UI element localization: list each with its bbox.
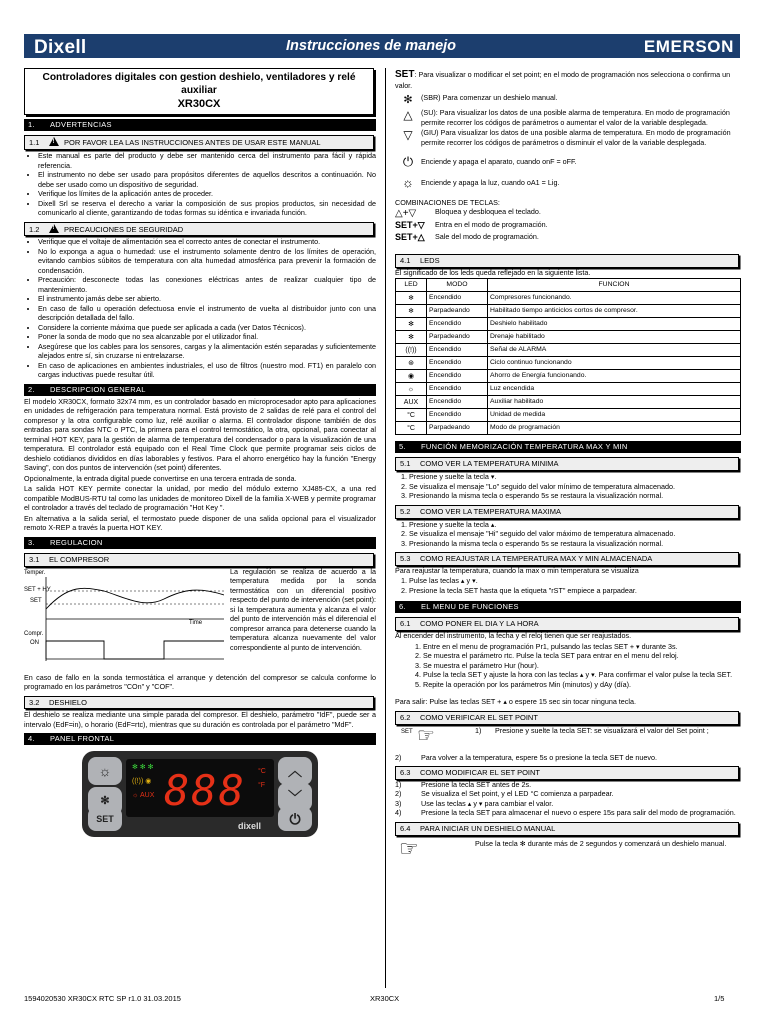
- table-header-row: [396, 279, 741, 292]
- list-item: • Este manual es parte del producto y debe ser mantenido cerca del instrumento para fácil y rápida referencia.: [38, 151, 376, 170]
- table-row: [396, 357, 741, 370]
- led-function: Ciclo continuo funcionando: [488, 357, 741, 370]
- led-icons-top: ✻ ✻ ✻: [132, 764, 154, 772]
- table-row: [396, 331, 741, 344]
- col-header: MODO: [427, 279, 488, 292]
- led-icon: ❄: [396, 292, 427, 305]
- doc-title-line1: Controladores digitales con gestion deshielo, ventiladores y relé: [42, 72, 356, 83]
- list-item: • Asegúrese que los cables para los sensores, cargas y la alimentación estén separadas y suficientemente alejados entre sí, sin cruzarse ni entrelazarse.: [38, 342, 376, 361]
- modify-step: 2) Se visualiza el Set point, y el LED °C comienza a parpadear.: [395, 789, 614, 799]
- led-function: Modo de programación: [488, 422, 741, 435]
- table-row: [396, 396, 741, 409]
- light-button: ☼: [88, 757, 122, 785]
- led-function: Compresores funcionando.: [488, 292, 741, 305]
- unit-c: °C: [258, 768, 266, 776]
- list-item: 3. Presionando la misma tecla o esperando 5s se restaura la visualización normal.: [409, 539, 741, 549]
- list-item: 1. Presione y suelte la tecla ▴.: [409, 520, 741, 530]
- col-header: LED: [396, 279, 427, 292]
- key-up-desc: △ (SU): Para visualizar los datos de una posible alarma de temperatura. En modo de programación permite recorrer los códigos de parámetros o aumentar el valor de la variable desplegada.: [395, 108, 741, 127]
- modify-step: 4) Presione la tecla SET para almacenar el nuevo o espere 15s para salir del modo de programación.: [395, 808, 736, 818]
- section-3-1-heading: 3.1 EL COMPRESOR: [24, 553, 374, 567]
- led-icon: ◉: [396, 370, 427, 383]
- led-icon: ❄: [396, 305, 427, 318]
- led-function: Luz encendida: [488, 383, 741, 396]
- led-icon: ✻: [396, 318, 427, 331]
- clock-steps: [395, 642, 741, 690]
- unit-f: °F: [258, 782, 266, 790]
- section-3-2-heading: 3.2 DESHIELO: [24, 696, 374, 710]
- step-num: 1): [475, 725, 482, 735]
- led-icons-mid: ((!)) ◉: [132, 778, 152, 786]
- section-1-heading: 1. ADVERTENCIAS: [24, 119, 376, 131]
- section-4-heading: 4. PANEL FRONTAL: [24, 733, 376, 745]
- list-item: 3. Presionando la misma tecla o esperando 5s se restaura la visualización normal.: [409, 491, 741, 501]
- list-item: 1. Presione y suelte la tecla ▾.: [409, 472, 741, 482]
- leds-table: [395, 278, 741, 435]
- graph-set-label: SET: [30, 597, 42, 604]
- paragraph: El modelo XR30CX, formato 32x74 mm, es un controlador basado en microprocesador apto para aplicaciones en unidades de refrigeración para temperatura normal. Está provisto de 2 salidas de relé para el control del compresor y la otra configurable como luz, relé auxiliar o alarma. El controlador dispone también de dos entradas para sondas NTC o PTC, la primera para el control termostático, la otra, opcional, para conectar al terminal HOT KEY, para la gestión de alarma de temperatura del condensador o para la visualización de una temperatura. El controlador está equipado con el Real Time Clock que permite programar seis ciclos de deshielo cotidianos divididos en días laborables y festivos. Para el ahorro energético hay la función "Energy Saving", con dos puntos de intervención (set point) diferentes.: [24, 396, 376, 473]
- led-mode: Encendido: [427, 370, 488, 383]
- led-mode: Encendido: [427, 409, 488, 422]
- paragraph: En caso de fallo en la sonda termostática el arranque y detención del compresor se calcula conforme lo programado en los parámetros "COn" y "COF".: [24, 672, 376, 692]
- max-temp-steps: [395, 520, 741, 549]
- led-icon: ((!)): [396, 344, 427, 357]
- emerson-logo: EMERSON: [643, 37, 734, 56]
- list-item: 5. Repite la operación por los parámetros Min (minutos) y dAy (día).: [423, 680, 741, 690]
- table-row: [396, 318, 741, 331]
- table-row: [396, 292, 741, 305]
- power-icon: ⏻: [402, 154, 414, 170]
- set-up-combo-icon: SET+△: [395, 232, 425, 243]
- led-mode: Encendido: [427, 396, 488, 409]
- paragraph: El deshielo se realiza mediante una simple parada del compresor. El deshielo, parámetro "IdF", puede ser a intervalo (EdF=in), o horario (EdF=rtc), mientras que su duración es controlada por el parámetro "MdF".: [24, 710, 376, 729]
- key-light-desc: ☼ Enciende y apaga la luz, cuando oA1 = Lig.: [395, 174, 741, 191]
- led-icon: °C: [396, 409, 427, 422]
- combo-row: SET+▽ Entra en el modo de programación.: [395, 220, 548, 231]
- table-row: [396, 344, 741, 357]
- combo-row: △+▽ Bloquea y desbloquea el teclado.: [395, 207, 541, 220]
- down-arrow-icon: ▽: [403, 128, 413, 143]
- footer-doc-code: 1594020530 XR30CX RTC SP r1.0 31.03.2015: [24, 994, 181, 1003]
- set-down-combo-icon: SET+▽: [395, 220, 425, 231]
- section-3-heading: 3. REGULACION: [24, 537, 376, 549]
- list-item: • Dixell Srl se reserva el derecho a variar la composición de sus propios productos, sin necesidad de comunicarlo al cliente, garantizando de todas formas su idéntica e invariada función.: [38, 199, 376, 218]
- graph-temp-label: Temper.: [24, 569, 46, 576]
- list-item: • Verifique que el voltaje de alimentación sea el correcto antes de conectar el instrumento.: [38, 237, 376, 247]
- modify-step: 3) Use las teclas ▴ y ▾ para cambiar el valor.: [395, 798, 554, 808]
- graph-on-label: ON: [30, 639, 39, 646]
- reset-steps: [395, 576, 741, 595]
- compressor-graph: [24, 569, 224, 669]
- paragraph: En alternativa a la salida serial, el termostato puede disponer de una salida opcional para el visualizador remoto X-REP a través la puerta HOT KEY.: [24, 513, 376, 533]
- section-6-3-heading: 6.3 COMO MODIFICAR EL SET POINT: [395, 766, 739, 780]
- led-mode: Encendido: [427, 344, 488, 357]
- led-icon: ✻: [396, 331, 427, 344]
- compressor-text: La regulación se realiza de acuerdo a la temperatura medida por la sonda termostática con un diferencial positivo respecto del punto de intervención (set point): si la temperatura aumenta y alcanza el valor del punto de intervención más el diferencial el compresor arranca para detenerse cuando la temperatura alcanza nuevamente del valor correspondiente al punto de intervención.: [230, 566, 376, 652]
- led-function: Auxiliar habilitado: [488, 396, 741, 409]
- list-item: • El instrumento jamás debe ser abierto.: [38, 294, 376, 304]
- list-item: 2. Se visualiza el mensaje "Lo" seguido del valor mínimo de temperatura almacenado.: [409, 482, 741, 492]
- right-column: [395, 68, 741, 862]
- led-function: Drenaje habilitado: [488, 331, 741, 344]
- down-button: ﹀: [278, 783, 312, 811]
- led-mode: Parpadeando: [427, 331, 488, 344]
- pointing-hand-icon: ☞: [417, 724, 435, 747]
- compressor-figure: [24, 567, 376, 667]
- led-mode: Encendido: [427, 383, 488, 396]
- col-header: FUNCION: [488, 279, 741, 292]
- safety-list: [24, 237, 376, 380]
- led-mode: Encendido: [427, 292, 488, 305]
- led-function: Deshielo habilitado: [488, 318, 741, 331]
- front-panel-image: [82, 751, 318, 837]
- key-power-desc: ⏻ Enciende y apaga el aparato, cuando onF = oFF.: [395, 153, 741, 170]
- section-6-4-heading: 6.4 PARA INICIAR UN DESHIELO MANUAL: [395, 822, 739, 836]
- doc-type-title: Instrucciones de manejo: [286, 38, 457, 54]
- table-row: [396, 305, 741, 318]
- section-6-1-heading: 6.1 COMO PONER EL DIA Y LA HORA: [395, 617, 739, 631]
- power-button: ⏻: [278, 807, 312, 831]
- manual-defrost-row: [395, 836, 741, 862]
- warning-icon: [49, 224, 59, 233]
- list-item: 1. Entre en el menu de programación Pr1, pulsando las teclas SET + ▾ durante 3s.: [423, 642, 741, 652]
- document-title-box: [24, 68, 374, 115]
- section-2-heading: 2. DESCRIPCION GENERAL: [24, 384, 376, 396]
- led-icon: ⊛: [396, 357, 427, 370]
- up-arrow-icon: △: [403, 108, 413, 123]
- led-mode: Parpadeando: [427, 305, 488, 318]
- warning-icon: [49, 137, 59, 146]
- step-text: Presione y suelte la tecla SET: se visualizará el valor del Set point ;: [495, 725, 709, 735]
- modify-step: 1) Presione la tecla SET antes de 2s.: [395, 779, 532, 789]
- led-function: Habilitado tiempo anticiclos cortos de compresor.: [488, 305, 741, 318]
- list-item: 2. Se visualiza el mensaje "Hi" seguido del valor máximo de temperatura almacenado.: [409, 529, 741, 539]
- footer-model: XR30CX: [370, 994, 400, 1003]
- graph-time-label: Time: [189, 619, 203, 626]
- list-item: • Precaución: desconecte todas las conexiones eléctricas antes de realizar cualquier tipo de mantenimiento.: [38, 275, 376, 294]
- table-row: [396, 409, 741, 422]
- light-icon: ☼: [402, 175, 414, 191]
- key-down-desc: ▽ (GIU) Para visualizar los datos de una posible alarma de temperatura. En modo de programación permite recorrer los códigos de parámetros o disminuir el valor de la variable desplegada.: [395, 128, 741, 147]
- doc-title-line2: auxiliar: [181, 84, 217, 96]
- section-5-3-heading: 5.3 COMO REAJUSTAR LA TEMPERATURA MAX Y MIN ALMACENADA: [395, 552, 739, 566]
- led-function: Ahorro de Energía funcionando.: [488, 370, 741, 383]
- led-mode: Parpadeando: [427, 422, 488, 435]
- list-item: 2. Se muestra el parámetro rtc. Pulse la tecla SET para entrar en el menu del reloj.: [423, 651, 741, 661]
- paragraph: Opcionalmente, la entrada digital puede convertirse en una tercera entrada de sonda.: [24, 473, 297, 483]
- left-column: [24, 68, 376, 837]
- table-row: [396, 370, 741, 383]
- reset-intro: Para reajustar la temperatura, cuando la max o min temperatura se visualiza: [395, 565, 639, 575]
- led-icon: AUX: [396, 396, 427, 409]
- list-item: • El instrumento no debe ser usado para propósitos diferentes de aquellos descritos a continuación. No debe ser usado como un dispositivo de seguridad.: [38, 170, 376, 189]
- doc-model: XR30CX: [177, 97, 221, 110]
- column-divider: [385, 68, 386, 988]
- led-icon: ☼: [396, 383, 427, 396]
- list-item: • En caso de aplicaciones en ambientes industriales, el uso de filtros (nuestro mod. FT1) en paralelo con cargas inductivas puede resultar útil.: [38, 361, 376, 380]
- section-5-heading: 5. FUNCIÓN MEMORIZACIÓN TEMPERATURA MAX Y MIN: [395, 441, 741, 453]
- list-item: 4. Pulse la tecla SET y ajuste la hora con las teclas ▴ y ▾. Para confirmar el valor pulse la tecla SET.: [423, 670, 741, 680]
- key-set-desc: SET: Para visualizar o modificar el set point; en el modo de programación nos selecciona o confirma un valor.: [395, 69, 731, 91]
- led-function: Unidad de medida: [488, 409, 741, 422]
- graph-compr-label: Compr.: [24, 630, 44, 637]
- pointing-hand-icon: ☞: [399, 835, 419, 861]
- combo-row: SET+△ Sale del modo de programación.: [395, 232, 539, 243]
- led-icons-bottom: ☼ AUX: [132, 792, 155, 800]
- up-down-combo-icon: △+▽: [395, 208, 417, 220]
- list-item: • Considere la corriente máxima que puede ser aplicada a cada (ver Datos Técnicos).: [38, 323, 376, 333]
- manual-defrost-text: Pulse la tecla ✻ durante más de 2 segundos y comenzará un deshielo manual.: [475, 838, 727, 848]
- panel-brand: dixell: [238, 821, 262, 832]
- table-row: [396, 422, 741, 435]
- combos-title: COMBINACIONES DE TECLAS:: [395, 197, 500, 207]
- paragraph: La salida HOT KEY permite conectar la unidad, por medio del módulo externo XJ485-CX, a una red compatible ModBUS-RTU tal como las unidades de monitoreo Dixell de la familia X-WEB y permite programar el controlador a través del teclado de programación "Hot Key ".: [24, 484, 376, 513]
- setpoint-check-row: [395, 725, 741, 753]
- table-row: [396, 383, 741, 396]
- key-defrost-desc: ✻ (SBR) Para comenzar un deshielo manual.: [395, 93, 741, 108]
- led-mode: Encendido: [427, 357, 488, 370]
- led-function: Señal de ALARMA: [488, 344, 741, 357]
- clock-exit: Para salir: Pulse las teclas SET + ▴ o espere 15 sec sin tocar ninguna tecla.: [395, 697, 636, 707]
- leds-intro: El significado de los leds queda reflejado en la siguiente lista.: [395, 267, 591, 277]
- defrost-icon: ✻: [403, 93, 413, 106]
- section-6-2-heading: 6.2 COMO VERIFICAR EL SET POINT: [395, 711, 739, 725]
- warnings-list: [24, 151, 376, 218]
- list-item: 2. Presione la tecla SET hasta que la etiqueta "rST" empiece a parpadear.: [409, 586, 741, 596]
- up-button: ︿: [278, 757, 312, 785]
- set-key-icon: SET: [395, 69, 415, 80]
- display-screen: [126, 759, 274, 817]
- setpoint-step-2: 2) Para volver a la temperatura, espere 5s o presione la tecla SET de nuevo.: [395, 752, 657, 762]
- footer-page-number: 1/5: [714, 994, 725, 1003]
- top-banner: [24, 34, 740, 58]
- section-6-heading: 6. EL MENU DE FUNCIONES: [395, 601, 741, 613]
- clock-intro: Al encender del instrumento, la fecha y el reloj tienen que ser reajustados.: [395, 631, 632, 641]
- section-1-2-heading: 1.2! PRECAUCIONES DE SEGURIDAD: [24, 222, 374, 237]
- min-temp-steps: [395, 472, 741, 501]
- hand-set-label: SET: [401, 728, 413, 735]
- led-mode: Encendido: [427, 318, 488, 331]
- list-item: • En caso de fallo u operación defectuosa envíe el instrumento de vuelta al distribuidor junto con una descripción detallada del fallo.: [38, 304, 376, 323]
- defrost-button: ✻: [88, 787, 122, 815]
- led-icon: °C: [396, 422, 427, 435]
- list-item: • Verifique los límites de la aplicación antes de proceder.: [38, 189, 376, 199]
- section-5-1-heading: 5.1 COMO VER LA TEMPERATURA MINIMA: [395, 457, 739, 471]
- list-item: 1. Pulse las teclas ▴ y ▾.: [409, 576, 741, 586]
- dixell-logo: Dixell: [34, 37, 87, 58]
- set-button: SET: [88, 807, 122, 831]
- display-digits: 888: [164, 766, 246, 816]
- list-item: 3. Se muestra el parámetro Hur (hour).: [423, 661, 741, 671]
- graph-sethy-label: SET + HY: [24, 586, 51, 593]
- section-4-1-heading: 4.1 LEDS: [395, 254, 739, 268]
- section-5-2-heading: 5.2 COMO VER LA TEMPERATURA MAXIMA: [395, 505, 739, 519]
- section-1-1-heading: 1.1! POR FAVOR LEA LAS INSTRUCCIONES ANTES DE USAR ESTE MANUAL: [24, 135, 374, 150]
- list-item: • No lo exponga a agua o humedad: use el instrumento solamente dentro de los límites de operación, evitando cambios súbitos de temperatura con alta humedad atmosférica para prevenir la formación de condensación.: [38, 247, 376, 276]
- list-item: • Poner la sonda de modo que no sea alcanzable por el utilizador final.: [38, 332, 376, 342]
